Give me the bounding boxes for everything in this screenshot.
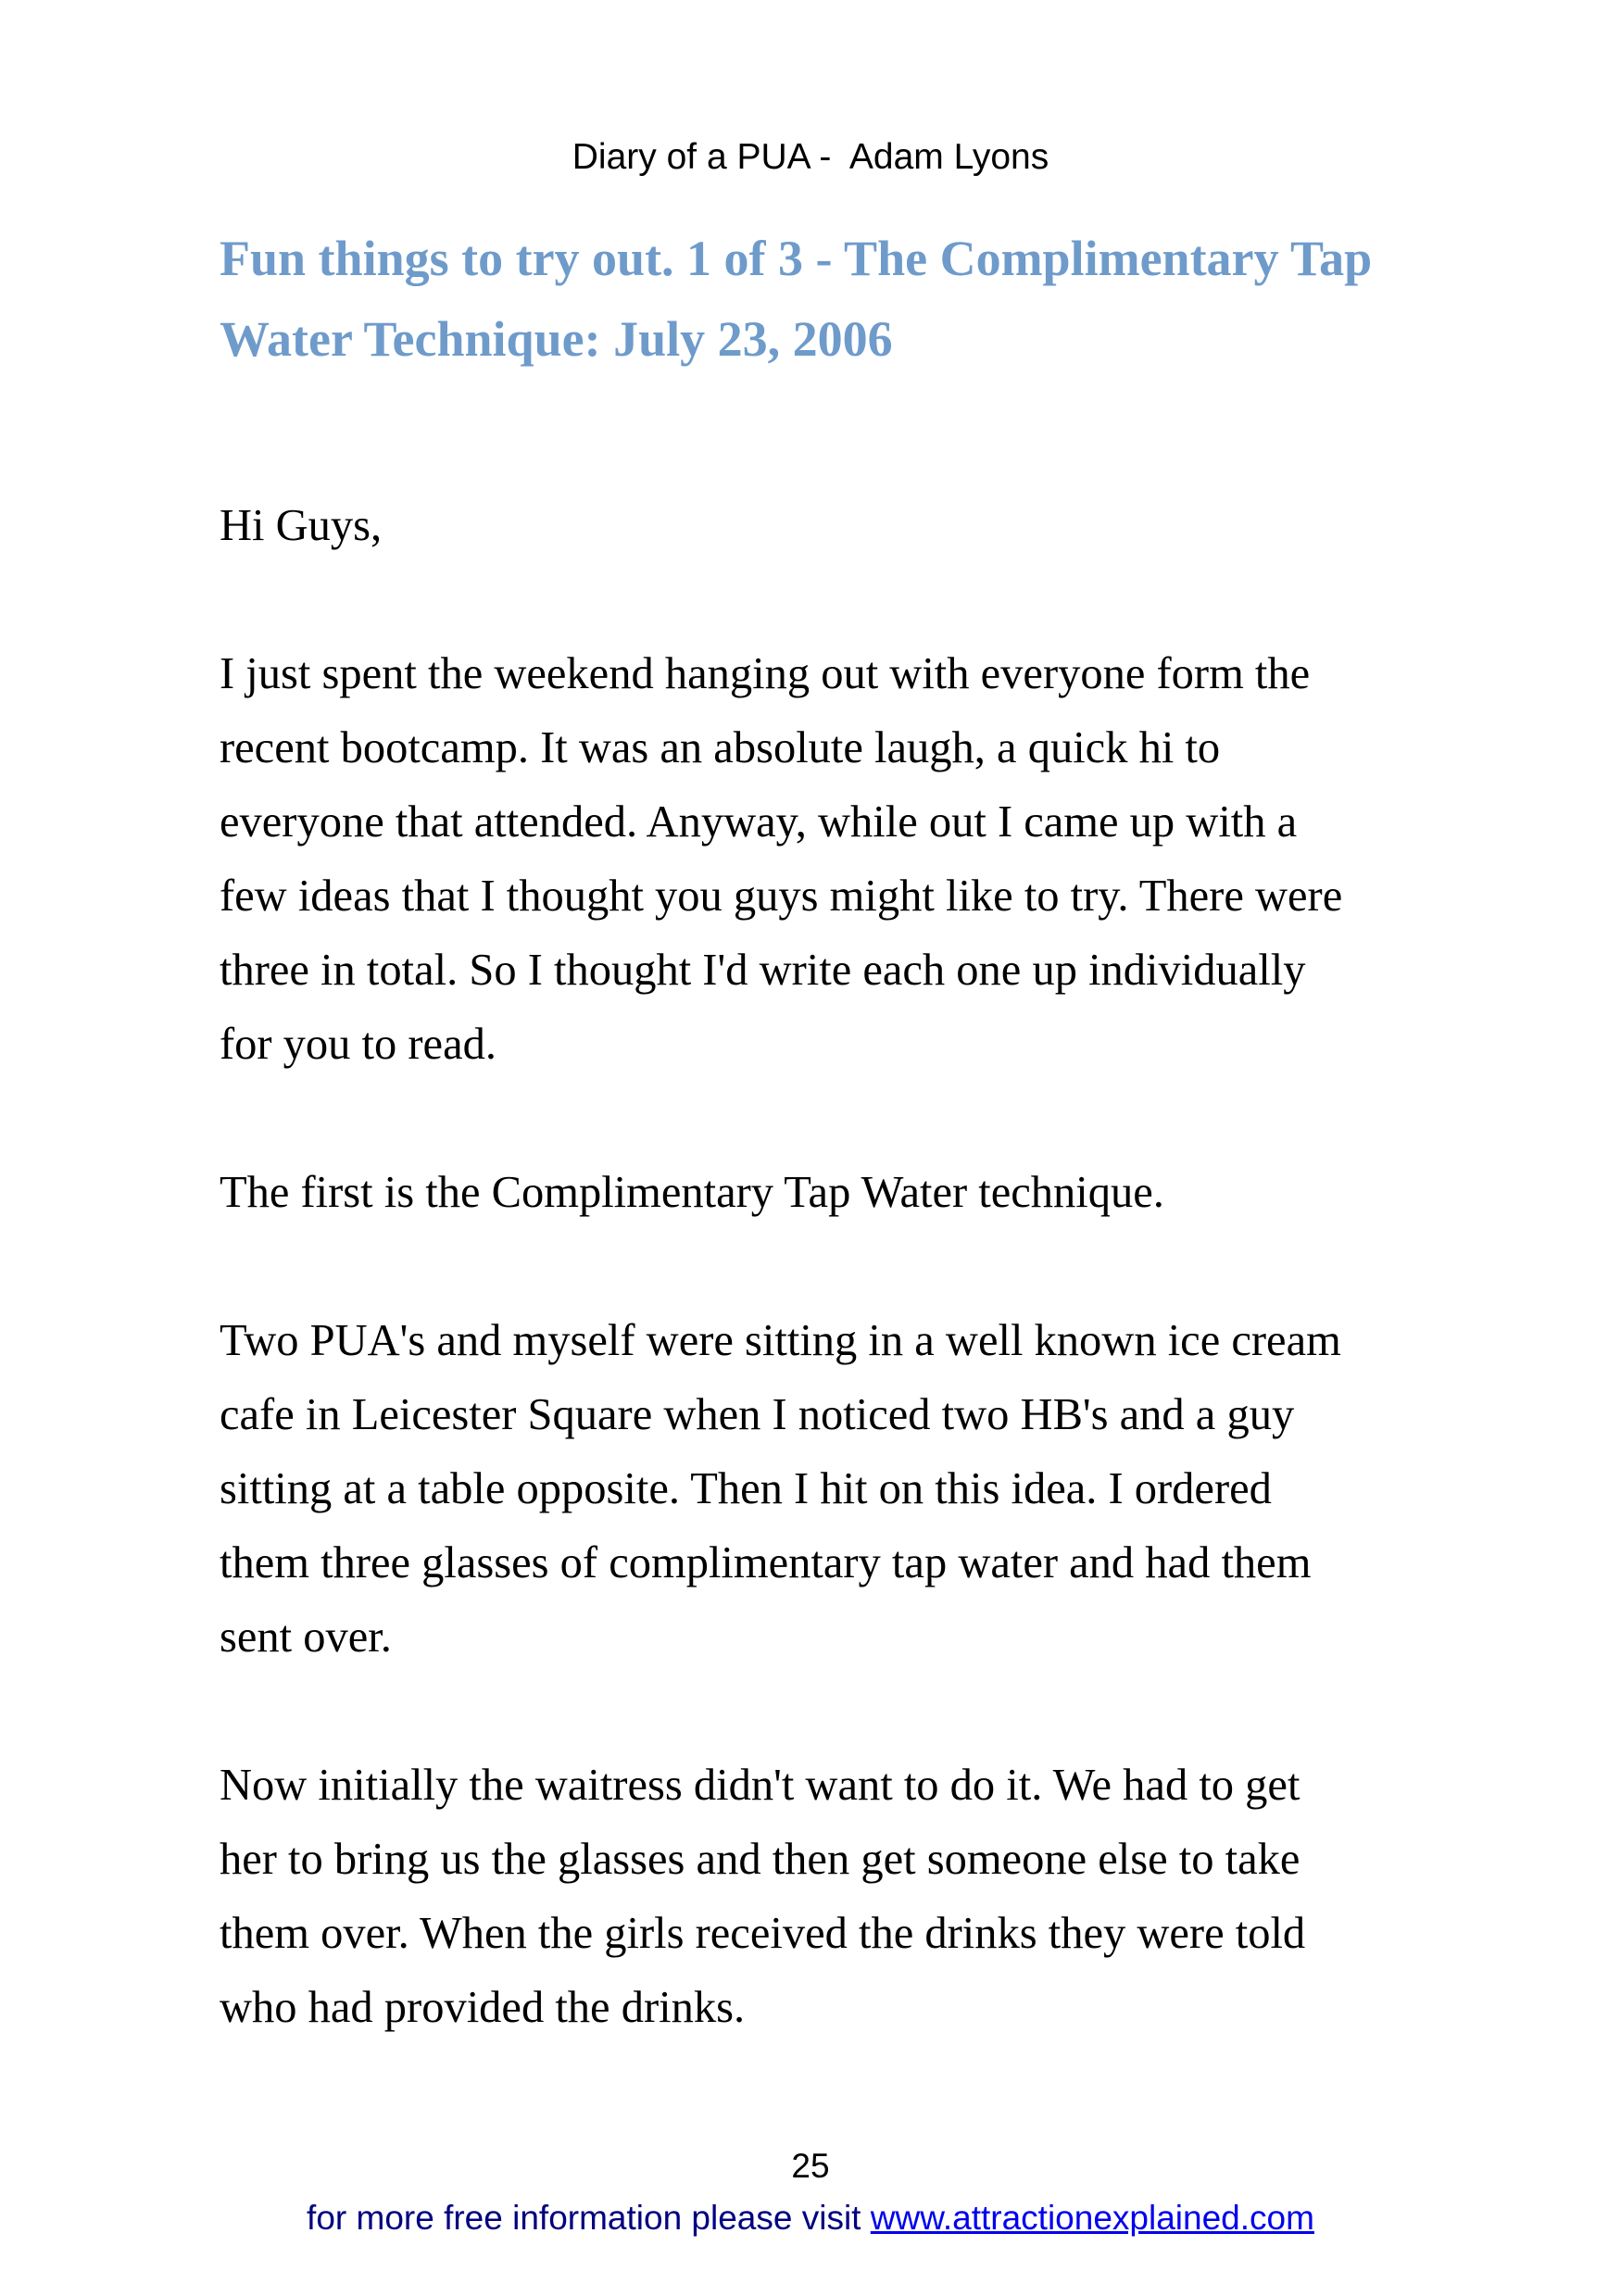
paragraph-waitress: Now initially the waitress didn't want to do it. We had to get her to bring us the glasses and then get someone else to take them over. When the girls received the drinks they were told who had provided the drinks. [220,1761,1306,2032]
running-header: Diary of a PUA - Adam Lyons [572,137,1049,177]
page-number: 25 [791,2147,830,2185]
paragraph-first-technique: The first is the Complimentary Tap Water technique. [220,1168,1164,1217]
footer-website-link[interactable]: www.attractionexplained.com [870,2199,1314,2237]
footer-text: for more free information please visit [307,2199,871,2237]
article-title: Fun things to try out. 1 of 3 - The Complimentary Tap Water Technique: July 23, 2006 [220,231,1373,367]
paragraph-cafe-story: Two PUA's and myself were sitting in a well known ice cream cafe in Leicester Square when I noticed two HB's and a guy sitting at a table opposite. Then I hit on this idea. I ordered them three glasses of complimentary tap water and had them sent over. [220,1316,1341,1662]
article-body [220,489,1451,2119]
footer [0,2199,1621,2238]
paragraph-greeting: Hi Guys, [220,501,383,550]
paragraph-intro: I just spent the weekend hanging out with everyone form the recent bootcamp. It was an absolute laugh, a quick hi to everyone that attended. Anyway, while out I came up with a few ideas that I thought you guys might like to try. There were three in total. So I thought I'd write each one up individually for you to read. [220,649,1343,1069]
